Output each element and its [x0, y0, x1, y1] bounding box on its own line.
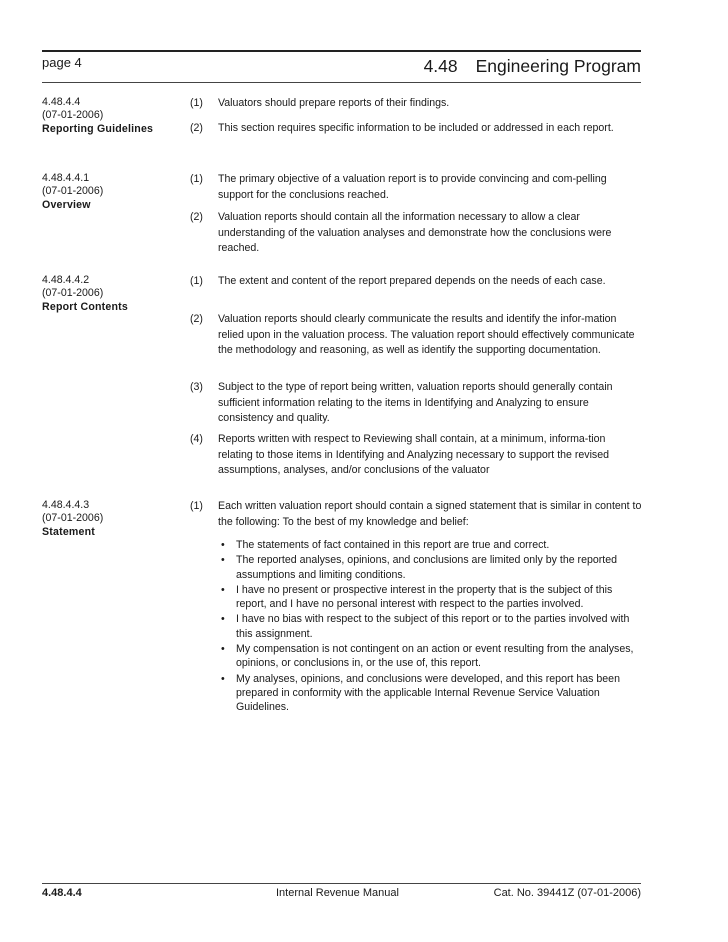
paragraph-text: Subject to the type of report being written, valuation reports should generally contain sufficient information relating to the items in Identifying and Analyzing to ensure consistency and quality. — [218, 381, 613, 425]
section-id: 4.48.4.4.1 — [42, 172, 90, 184]
paragraph — [190, 499, 642, 530]
section-meta — [42, 499, 182, 539]
paragraph-text: The primary objective of a valuation report is to provide convincing and com-pelling support for the conclusions reached. — [218, 173, 607, 201]
bullet-text: I have no present or prospective interest in the property that is the subject of this report, and I have no personal interest with respect to the parties involved. — [236, 583, 613, 611]
section-id: 4.48.4.4.2 — [42, 274, 90, 286]
paragraph-number: (1) — [190, 500, 203, 512]
paragraph-text: Valuation reports should clearly communicate the results and identify the infor-mation relied upon in the valuation process. The valuation report should effectively communicate the methodology and reasoning, as well as identify the supporting documentation. — [218, 313, 635, 357]
section-title: Report Contents — [42, 300, 128, 313]
section-report-contents — [42, 274, 642, 484]
paragraph — [190, 96, 642, 112]
paragraph — [190, 172, 642, 203]
footer-rule — [42, 883, 641, 884]
paragraph-number: (1) — [190, 173, 203, 185]
bullet-icon: • — [221, 554, 225, 567]
section-title: Statement — [42, 525, 96, 538]
bullet-icon: • — [221, 539, 225, 551]
section-date: (07-01-2006) — [42, 109, 104, 122]
paragraph — [190, 121, 642, 137]
paragraph — [190, 312, 642, 359]
paragraph — [190, 210, 642, 257]
list-item — [218, 612, 642, 641]
bullet-icon: • — [221, 583, 225, 596]
bullet-icon: • — [221, 613, 225, 626]
paragraph — [190, 432, 642, 479]
bullet-text: My analyses, opinions, and conclusions were developed, and this report has been prepared in conformity with the applicable Internal Revenue Service Valuation Guidelines. — [236, 672, 620, 714]
bullet-text: The statements of fact contained in this report are true and correct. — [236, 539, 550, 551]
section-date: (07-01-2006) — [42, 185, 104, 198]
paragraph-number: (1) — [190, 97, 203, 109]
list-item — [218, 672, 642, 715]
paragraph-number: (2) — [190, 122, 203, 134]
paragraph — [190, 380, 642, 427]
paragraph-number: (2) — [190, 211, 203, 223]
paragraph-text: This section requires specific information to be included or addressed in each report. — [218, 122, 614, 134]
paragraph — [190, 274, 642, 290]
paragraph-number: (4) — [190, 433, 203, 445]
paragraph-text: Each written valuation report should contain a signed statement that is similar in content to the following: To the best of my knowledge and belief: — [218, 500, 642, 528]
list-item — [218, 583, 642, 612]
bullet-text: My compensation is not contingent on an action or event resulting from the analyses, opinions, or conclusions in, or the use of, this report. — [236, 643, 634, 670]
paragraph-number: (2) — [190, 313, 203, 325]
paragraph-text: Valuators should prepare reports of their findings. — [218, 97, 450, 109]
chapter-title: Engineering Program — [475, 56, 641, 76]
bullet-text: The reported analyses, opinions, and conclusions are limited only by the reported assumptions and limiting conditions. — [236, 554, 618, 581]
header-bottom-rule — [42, 82, 641, 83]
paragraph-text: Reports written with respect to Reviewing shall contain, at a minimum, informa-tion relating to those items in Identifying and Analyzing necessary to support the revised assumptions, analyses, and/or conclusions of the valuator — [218, 433, 610, 477]
chapter-heading — [424, 56, 641, 77]
paragraph-number: (1) — [190, 275, 203, 287]
section-overview — [42, 172, 642, 262]
section-id: 4.48.4.4 — [42, 96, 81, 108]
footer-section-ref: 4.48.4.4 — [42, 887, 82, 899]
paragraph-text: The extent and content of the report prepared depends on the needs of each case. — [218, 275, 606, 287]
bullet-icon: • — [221, 643, 225, 656]
list-item — [218, 538, 642, 552]
list-item — [218, 642, 642, 671]
chapter-number: 4.48 — [423, 56, 458, 76]
list-item — [218, 553, 642, 582]
section-reporting-guidelines — [42, 96, 642, 156]
paragraph-number: (3) — [190, 381, 203, 393]
section-date: (07-01-2006) — [42, 287, 104, 300]
section-meta — [42, 274, 182, 314]
section-date: (07-01-2006) — [42, 512, 104, 525]
section-title: Reporting Guidelines — [42, 122, 154, 135]
section-meta — [42, 172, 182, 212]
footer-catalog: Cat. No. 39441Z (07-01-2006) — [493, 887, 641, 899]
section-title: Overview — [42, 198, 91, 211]
bullet-text: I have no bias with respect to the subject of this report or to the parties involved with this assignment. — [236, 613, 630, 640]
header-top-rule — [42, 50, 641, 52]
section-statement — [42, 499, 642, 739]
footer-manual-name: Internal Revenue Manual — [276, 887, 399, 899]
section-id: 4.48.4.4.3 — [42, 499, 90, 511]
statement-bullet-list — [218, 538, 642, 716]
paragraph-text: Valuation reports should contain all the information necessary to allow a clear understanding of the valuation analyses and demonstrate how the conclusions were reached. — [218, 211, 612, 255]
section-meta — [42, 96, 182, 136]
bullet-icon: • — [221, 672, 225, 685]
page-label: page 4 — [42, 55, 82, 70]
